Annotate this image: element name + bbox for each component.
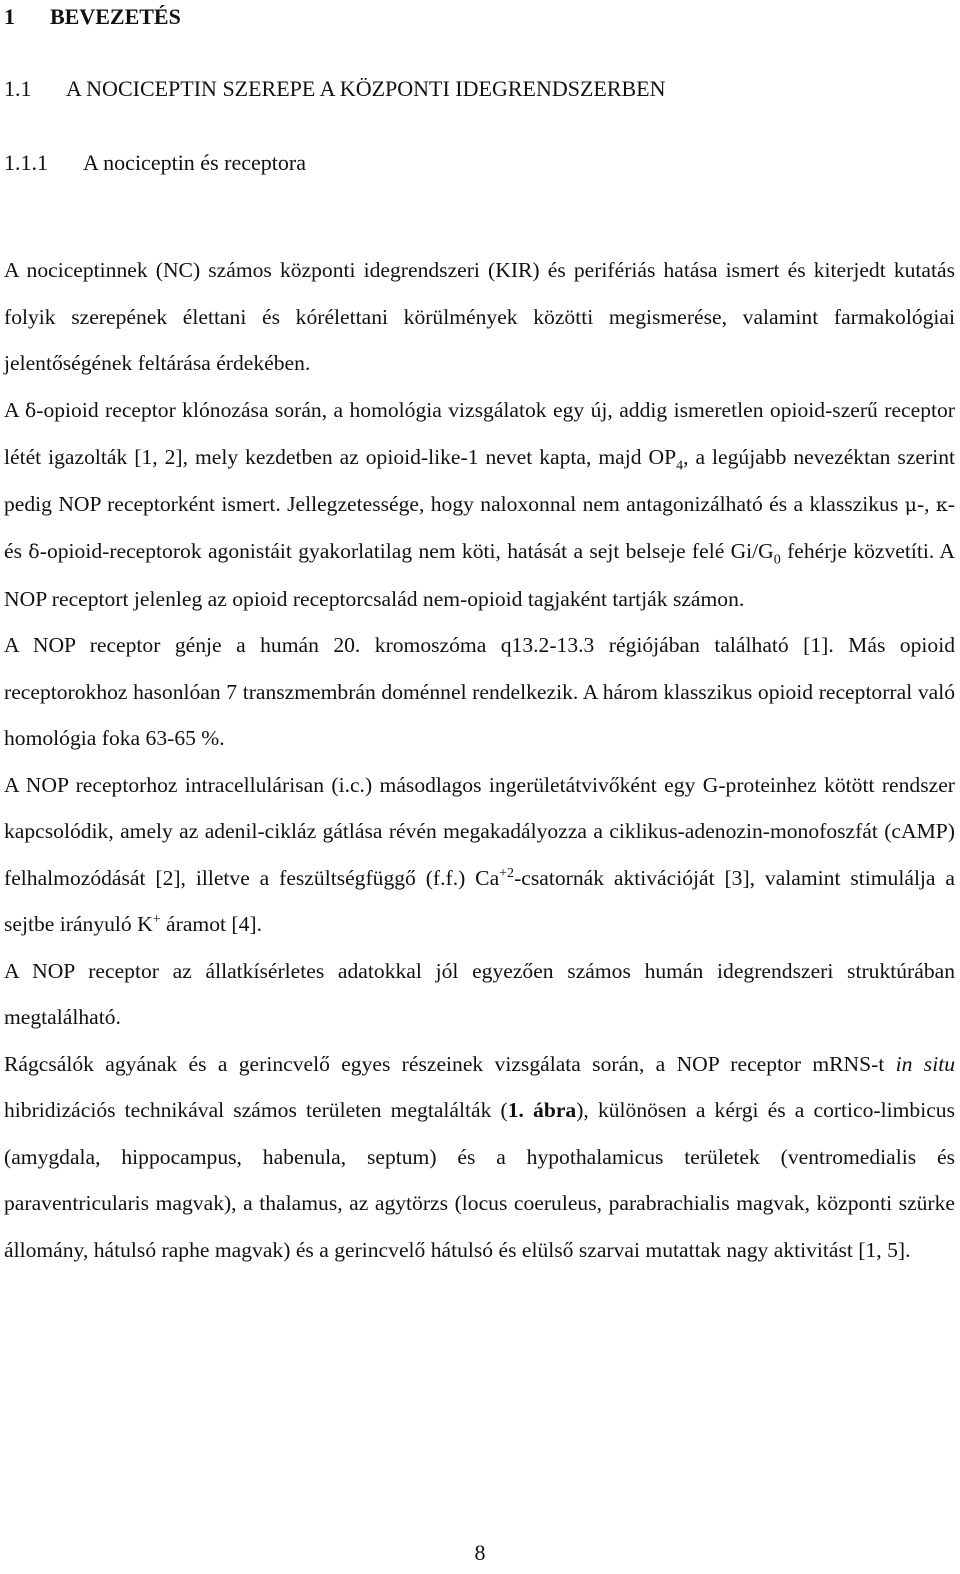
text-run: -,: [916, 491, 936, 516]
body-text: [4, 247, 955, 1273]
text-run: A NOP receptorhoz intracellulárisan (i.c.) másodlagos ingerületátvivőként egy G-proteinhez kötött rendszer kapcsolódik, amely az adenil-cikláz gátlása révén megakadályozza a ciklikus-adenozin-monofoszfát (cAMP) felhalmozódását [2], illetve a feszültségfüggő (f.f.) Ca: [4, 772, 955, 890]
delta-symbol: δ: [28, 541, 40, 563]
kappa-symbol: κ: [935, 493, 948, 516]
text-run: , a legújabb nevezéktan szerint pedig NOP receptorként ismert. Jellegzetessége, hogy naloxonnal nem antagonizálható és a klasszikus: [4, 445, 955, 516]
subsection-heading: [4, 148, 306, 178]
paragraph-2: [4, 387, 955, 623]
chapter-number: 1: [4, 4, 15, 29]
text-run: -csatornák aktivációját [3], valamint stimulálja a sejtbe irányuló K: [4, 865, 955, 936]
text-run: Rágcsálók agyának és a gerincvelő egyes részeinek vizsgálata során, a NOP receptor mRNS-t: [4, 1051, 896, 1076]
paragraph-5: A NOP receptor az állatkísérletes adatokkal jól egyezően számos humán idegrendszeri struktúrában megtalálható.: [4, 958, 955, 1029]
text-run: -opioid receptor klónozása során, a homológia vizsgálatok egy új, addig ismeretlen opioid-szerű receptor létét igazolták [1, 2], mely kezdetben az opioid-like-1 nevet kapta, majd OP: [4, 397, 955, 469]
text-run: -opioid-receptorok agonistáit gyakorlatilag nem köti, hatását a sejt belseje felé Gi/G: [39, 539, 774, 563]
text-run: A: [4, 397, 25, 422]
chapter-title: BEVEZETÉS: [50, 4, 181, 29]
subscript-0: 0: [773, 552, 781, 568]
paragraph-6: [4, 1041, 955, 1274]
subsection-number: 1.1.1: [4, 150, 48, 175]
italic-term: in situ: [895, 1051, 955, 1076]
subsection-title: A nociceptin és receptora: [83, 150, 306, 175]
paragraph-4: [4, 762, 955, 948]
subscript-4: 4: [676, 458, 684, 474]
text-run: ), különösen a kérgi és a cortico-limbicus (amygdala, hippocampus, habenula, septum) és a hypothalamicus területek (ventromedialis és paraventricularis magvak), a thalamus, az agytörzs (locus coeruleus, parabrachialis magvak, központi szürke állomány, hátulsó raphe magvak) és a gerincvelő hátulsó és elülső szarvai mutattak nagy aktivitást [1, 5].: [4, 1098, 956, 1262]
mu-symbol: μ: [904, 493, 917, 516]
text-run: áramot [4].: [160, 912, 262, 936]
figure-reference: 1. ábra: [507, 1098, 577, 1122]
section-title: A NOCICEPTIN SZEREPE A KÖZPONTI IDEGRENDSZERBEN: [66, 76, 666, 101]
page-number: 8: [474, 1540, 486, 1565]
section-number: 1.1: [4, 76, 32, 101]
delta-symbol: δ: [24, 399, 37, 422]
section-heading: [4, 74, 666, 104]
text-run: - és: [4, 491, 955, 563]
text-run: hibridizációs technikával számos területen megtalálták (: [4, 1098, 508, 1122]
paragraph-3: A NOP receptor génje a humán 20. kromoszóma q13.2-13.3 régiójában található [1]. Más opioid receptorokhoz hasonlóan 7 transzmembrán doménnel rendelkezik. A három klasszikus opioid receptorral való homológia foka 63-65 %.: [4, 633, 955, 750]
superscript-charge: +2: [499, 865, 515, 881]
chapter-heading: [4, 2, 181, 32]
paragraph-1: A nociceptinnek (NC) számos központi idegrendszeri (KIR) és perifériás hatása ismert és kiterjedt kutatás folyik szerepének élettani és kórélettani körülmények közötti megismerése, valamint farmakológiai jelentőségének feltárása érdekében.: [4, 258, 955, 375]
superscript-plus: +: [152, 911, 161, 927]
text-run: fehérje közvetíti. A NOP receptort jelenleg az opioid receptorcsalád nem-opioid tagjaként tartják számon.: [4, 539, 955, 611]
